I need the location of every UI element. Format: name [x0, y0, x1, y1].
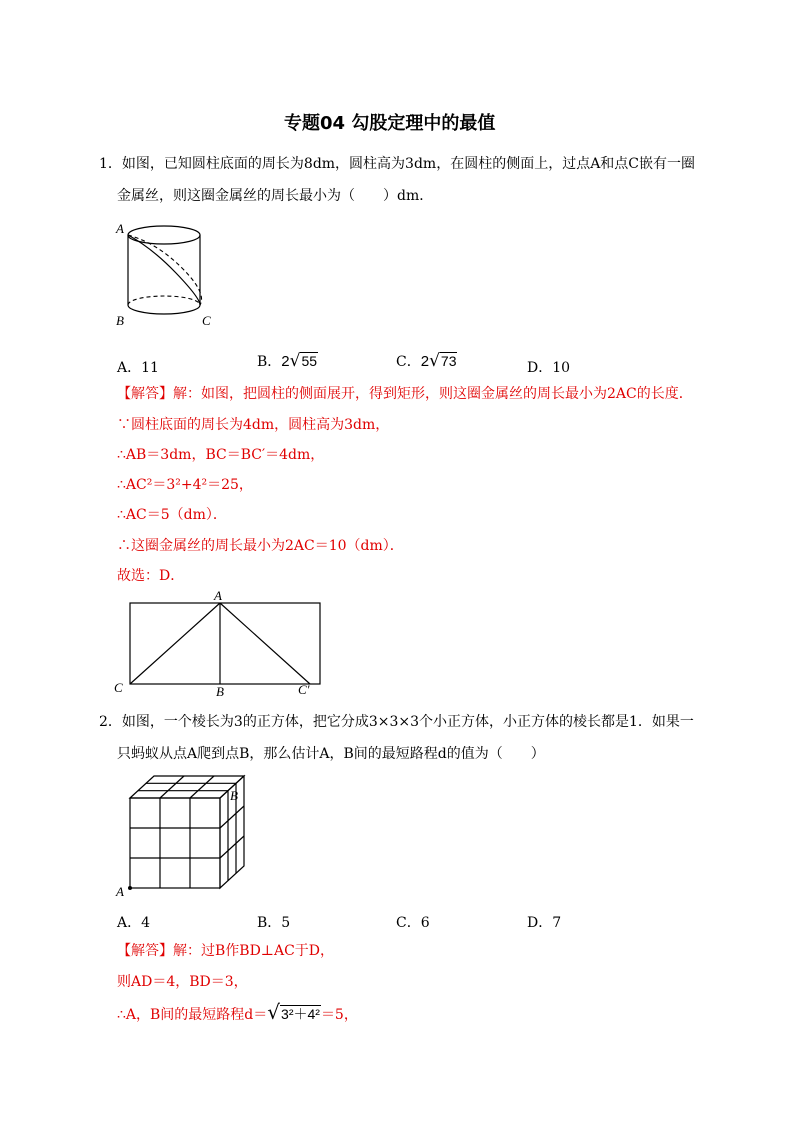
- q1-text-line1: 1．如图，已知圆柱底面的周长为8dm，圆柱高为3dm，在圆柱的侧面上，过点A和点C嵌有一圈: [99, 156, 696, 172]
- sqrt-sign: √: [267, 1000, 281, 1024]
- q2-option-b[interactable]: B．5: [257, 915, 291, 931]
- q1-option-b[interactable]: [257, 351, 318, 371]
- q1-option-c-coef: 2: [420, 353, 430, 370]
- cube-label-a: A: [116, 884, 124, 899]
- q1-option-b-coef: 2: [281, 353, 290, 370]
- rectangle-unfold-figure: [112, 588, 328, 698]
- q1-option-c-radicand: 73: [440, 353, 457, 369]
- q1-option-c-label: C．: [396, 354, 421, 370]
- cyl-label-b: B: [116, 313, 124, 328]
- q1-answer-line2: ∵圆柱底面的周长为4dm，圆柱高为3dm，: [117, 417, 390, 433]
- rect-label-c: C: [114, 680, 123, 695]
- q1-answer-line7: 故选：D．: [117, 568, 185, 584]
- q1-answer-line5: ∴AC＝5（dm）．: [117, 507, 227, 523]
- sqrt-sign: √: [289, 351, 301, 371]
- q2-option-a[interactable]: A．4: [117, 915, 151, 931]
- q1-option-b-radicand: 55: [301, 353, 318, 369]
- q1-answer-line1: 【解答】解：如图，把圆柱的侧面展开，得到矩形，则这圈金属丝的周长最小为2AC的长度．: [117, 386, 693, 402]
- q2-answer-post: ＝5，: [320, 1007, 358, 1023]
- q2-text-line1: 2．如图，一个棱长为3的正方体，把它分成3×3×3个小正方体，小正方体的棱长都是1．如果一: [99, 714, 694, 730]
- q1-text-line2: 金属丝，则这圈金属丝的周长最小为（ ）dm．: [117, 188, 434, 204]
- q1-option-a[interactable]: A．11: [117, 360, 159, 376]
- q2-answer-pre: ∴A，B间的最短路程d＝: [117, 1007, 268, 1023]
- rect-label-b: B: [216, 684, 224, 699]
- cube-figure: [112, 768, 262, 898]
- cylinder-figure: [112, 218, 222, 330]
- page-title: 专题04 勾股定理中的最值: [284, 113, 496, 134]
- cube-label-b: B: [230, 788, 238, 803]
- rect-label-a: A: [214, 588, 222, 603]
- q1-option-d[interactable]: D．10: [527, 360, 571, 376]
- q2-text-line2: 只蚂蚁从点A爬到点B，那么估计A，B间的最短路程d的值为（ ）: [117, 746, 545, 762]
- rect-label-cprime: C′: [298, 682, 310, 697]
- q1-answer-line4: ∴AC²＝3²+4²＝25，: [117, 477, 253, 493]
- q2-answer-line1: 【解答】解：过B作BD⊥AC于D，: [117, 943, 335, 959]
- q2-answer-radicand: 3²＋4²: [281, 1006, 320, 1022]
- q1-answer-line6: ∴这圈金属丝的周长最小为2AC＝10（dm）．: [117, 538, 404, 554]
- cyl-label-c: C: [202, 313, 211, 328]
- q1-option-c[interactable]: [396, 351, 457, 371]
- q2-answer-line3: [117, 1002, 358, 1025]
- q1-option-b-label: B．: [257, 354, 282, 370]
- q2-answer-line2: 则AD＝4，BD＝3，: [117, 974, 248, 990]
- q1-answer-line3: ∴AB＝3dm，BC＝BC′＝4dm，: [117, 447, 325, 463]
- sqrt-sign: √: [429, 351, 440, 371]
- cyl-label-a: A: [116, 221, 124, 236]
- q2-option-d[interactable]: D．7: [527, 915, 562, 931]
- q2-option-c[interactable]: C．6: [396, 915, 430, 931]
